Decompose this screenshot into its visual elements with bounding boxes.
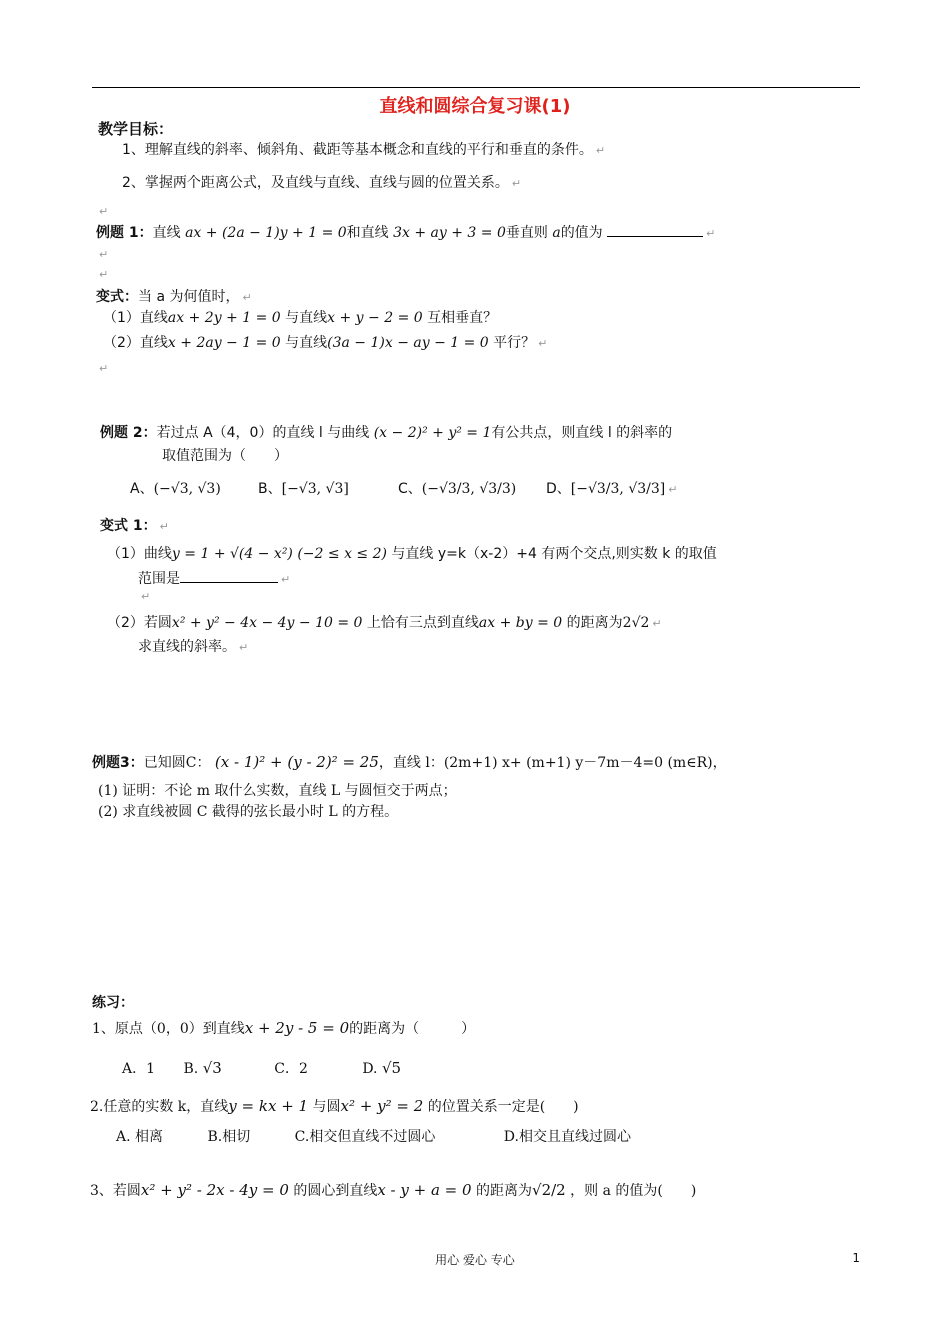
example-3: 例题3：已知圆C： (x - 1)² + (y - 2)² = 25，直线 l：(2m+1) x+ (m+1) y－7m－4=0 (m∈R)，: [92, 753, 727, 771]
practice-3: 3、若圆x² + y² - 2x - 4y = 0 的圆心到直线x - y + a = 0 的距离为√2/2 ，则 a 的值为( ): [90, 1181, 697, 1199]
variant-2-q1-line2: 范围是 ↵: [138, 568, 290, 588]
page-title: 直线和圆综合复习课(1): [379, 96, 571, 117]
practice-1: 1、原点（0，0）到直线x + 2y - 5 = 0的距离为（ ）: [92, 1019, 476, 1037]
header-rule: [92, 87, 860, 88]
variant-1-q1: （1）直线ax + 2y + 1 = 0 与直线x + y − 2 = 0 互相垂直？: [103, 310, 498, 326]
answer-blank: [180, 568, 278, 583]
objective-1: 1、理解直线的斜率、倾斜角、截距等基本概念和直线的平行和垂直的条件。 ↵: [122, 142, 606, 158]
return-mark: ↵: [99, 268, 109, 281]
variant-1-q2: （2）直线x + 2ay − 1 = 0 与直线(3a − 1)x − ay − 1 = 0 平行？ ↵: [103, 335, 548, 351]
footer-text: 用心 爱心 专心: [435, 1253, 515, 1267]
answer-blank: [607, 222, 703, 237]
example-2: 例题 2：若过点 A（4，0）的直线 l 与曲线 (x − 2)² + y² = 1有公共点，则直线 l 的斜率的: [100, 425, 673, 441]
variant-2-q1: （1）曲线y = 1 + √(4 − x²) (−2 ≤ x ≤ 2) 与直线 y=k（x-2）+4 有两个交点,则实数 k 的取值: [107, 546, 717, 562]
option-a: A、(−√3, √3): [130, 481, 221, 497]
variant-1-intro: 变式：当 a 为何值时， ↵: [96, 289, 252, 305]
variant-2-intro: 变式 1： ↵: [100, 518, 169, 534]
example-2-line2: 取值范围为（ ）: [162, 448, 288, 464]
page-number: 1: [852, 1251, 860, 1265]
practice-2: 2.任意的实数 k，直线y = kx + 1 与圆x² + y² = 2 的位置关系一定是( ): [90, 1097, 579, 1115]
practice-heading: 练习：: [92, 995, 134, 1011]
return-mark: ↵: [99, 205, 109, 218]
return-mark: ↵: [99, 248, 109, 261]
option-d: D、[−√3/3, √3/3] ↵: [546, 481, 678, 497]
option-b: B、[−√3, √3]: [258, 481, 349, 497]
variant-2-q2-line2: 求直线的斜率。 ↵: [138, 639, 249, 655]
objectives-heading: 教学目标：: [98, 120, 174, 138]
practice-2-options: A. 相离 B.相切 C.相交但直线不过圆心 D.相交且直线过圆心: [116, 1129, 631, 1145]
option-c: C、(−√3/3, √3/3): [398, 481, 517, 497]
example-3-q1: (1) 证明：不论 m 取什么实数，直线 L 与圆恒交于两点；: [98, 783, 457, 799]
variant-2-q2: （2）若圆x² + y² − 4x − 4y − 10 = 0 上恰有三点到直线ax + by = 0 的距离为2√2 ↵: [107, 615, 662, 631]
objective-2: 2、掌握两个距离公式，及直线与直线、直线与圆的位置关系。 ↵: [122, 175, 522, 191]
example-3-q2: (2) 求直线被圆 C 截得的弦长最小时 L 的方程。: [98, 804, 399, 820]
example-1: 例题 1：直线 ax + (2a − 1)y + 1 = 0和直线 3x + ay + 3 = 0垂直则 a的值为 ↵: [96, 222, 715, 242]
practice-1-options: A．1 B. √3 C．2 D. √5: [122, 1059, 402, 1077]
return-mark: ↵: [141, 590, 151, 603]
return-mark: ↵: [99, 362, 109, 375]
